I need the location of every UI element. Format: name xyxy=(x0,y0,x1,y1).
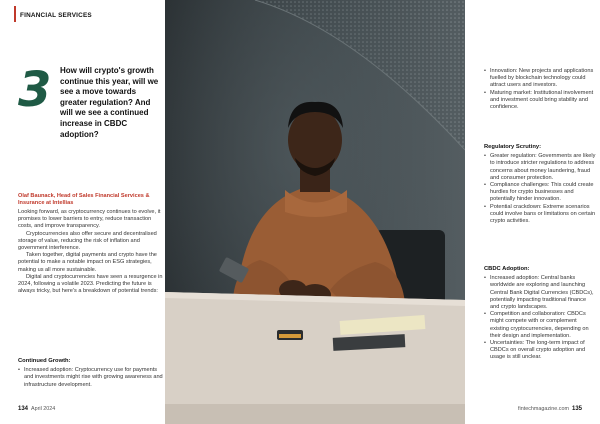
section-heading: Continued Growth: xyxy=(18,358,71,364)
footer-left xyxy=(18,406,55,412)
feature-number: 3 xyxy=(18,62,52,118)
cbdc-section xyxy=(484,266,596,362)
section-heading: CBDC Adoption: xyxy=(484,266,530,272)
continued-growth-continued xyxy=(484,68,596,111)
continued-growth-section xyxy=(18,358,163,389)
list-item: • Greater regulation: Governments are likely to introduce stricter regulations to address concerns about money laundering, fraud and consumer protection. xyxy=(484,153,596,182)
man-using-phone-illustration xyxy=(165,0,465,424)
section-accent-bar xyxy=(14,6,16,22)
section-heading: Regulatory Scrutiny: xyxy=(484,144,542,150)
regulatory-section xyxy=(484,144,596,225)
feature-photo xyxy=(165,0,465,424)
page-number: 134 xyxy=(18,406,29,412)
page-number: 135 xyxy=(571,406,582,412)
list-item: • Increased adoption: Cryptocurrency use for payments and investments might rise with growing awareness and infrastructure development. xyxy=(18,367,163,389)
intro-paragraph: Digital and cryptocurrencies have seen a resurgence in 2024, following a volatile 2023. Predicting the future is always tricky, but here's a breakdown of potential trends: xyxy=(18,273,163,295)
list-item: • Competition and collaboration: CBDCs might compete with or complement existing cryptocurrencies, depending on their design and implementation. xyxy=(484,311,596,340)
list-item: • Compliance challenges: This could create hurdles for crypto businesses and potentially hinder innovation. xyxy=(484,182,596,204)
list-item: • Maturing market: Institutional involvement and investment could bring stability and confidence. xyxy=(484,90,596,112)
section-label: FINANCIAL SERVICES xyxy=(20,12,92,19)
right-page xyxy=(465,0,600,424)
list-item: • Increased adoption: Central banks worldwide are exploring and launching Central Bank Digital Currencies (CBDCs), potentially impacting traditional finance and crypto landscapes. xyxy=(484,275,596,311)
list-item: • Uncertainties: The long-term impact of CBDCs on overall crypto adoption and usage is still unclear. xyxy=(484,340,596,362)
issue-date: April 2024 xyxy=(31,406,56,412)
list-item: • Potential crackdown: Extreme scenarios could involve bans or limitations on certain crypto activities. xyxy=(484,204,596,226)
intro-paragraph: Cryptocurrencies also offer secure and decentralised storage of value, reducing the risk of inflation and government interference. xyxy=(18,230,157,252)
intro-text xyxy=(18,209,163,295)
site-url: fintechmagazine.com xyxy=(518,406,569,412)
list-item: • Innovation: New projects and applications fuelled by blockchain technology could attract users and investors. xyxy=(484,68,596,90)
intro-paragraph: Taken together, digital payments and crypto have the potential to make a notable impact on ESG strategies, making us all more sustainable. xyxy=(18,252,157,273)
left-page xyxy=(0,0,165,424)
byline: Olaf Baunack, Head of Sales Financial Services & Insurance at Intellias xyxy=(18,193,150,207)
footer-right xyxy=(518,406,582,412)
intro-paragraph: Looking forward, as cryptocurrency continues to evolve, it promises to lower barriers to entry, reduce transaction costs, and improve transparency. xyxy=(18,209,161,230)
feature-question: How will crypto's growth continue this year, will we see a move towards greater regulation? And will we see a continued increase in CBDC adoption? xyxy=(60,66,159,139)
